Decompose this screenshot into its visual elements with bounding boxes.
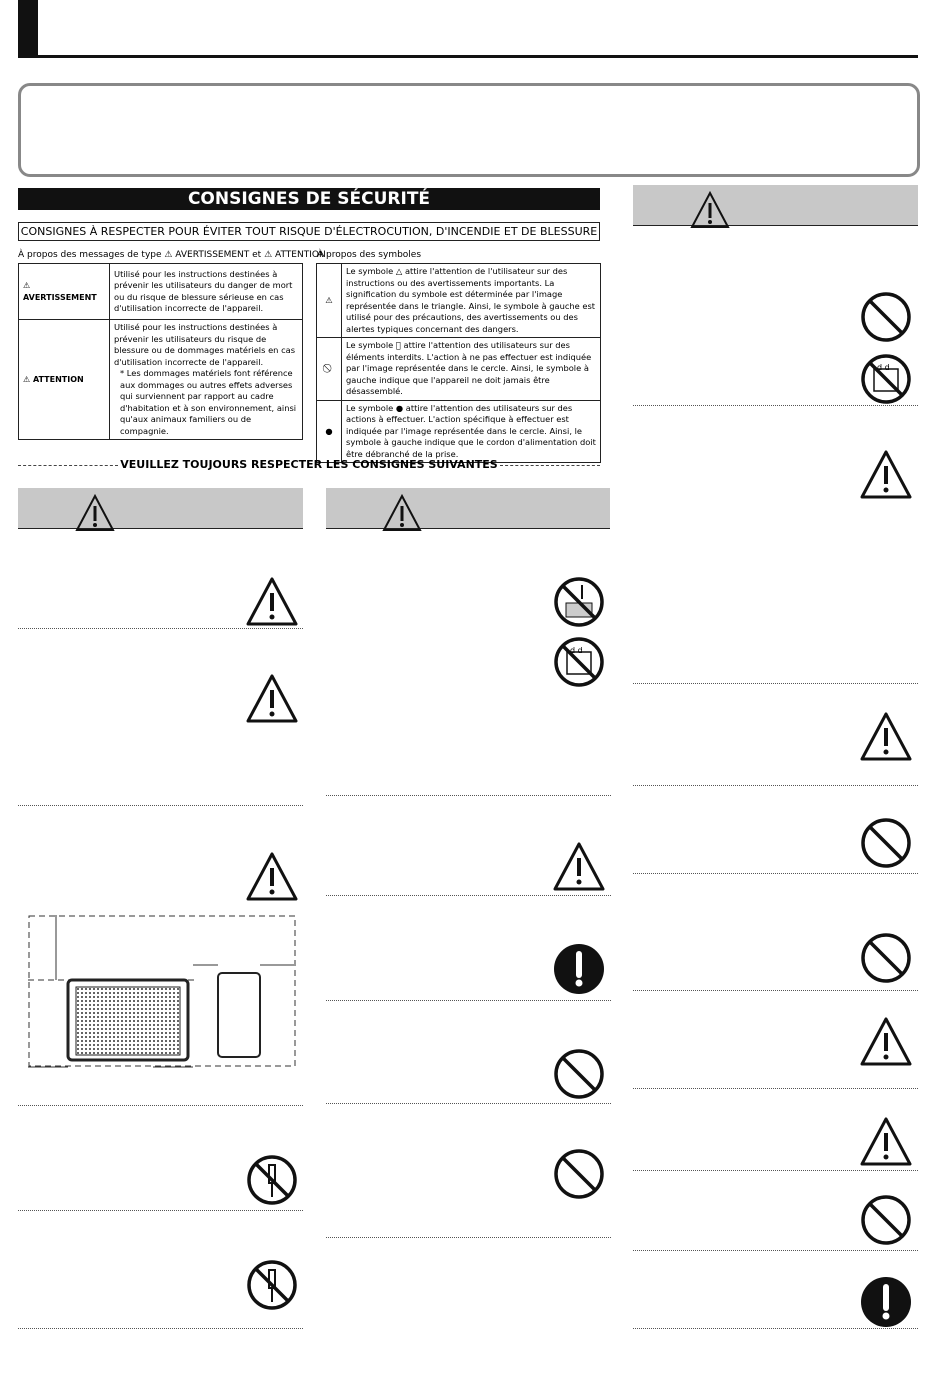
prohibited-icon bbox=[859, 1193, 913, 1247]
warning-column-header bbox=[18, 488, 303, 529]
item-divider bbox=[18, 1328, 303, 1329]
warning-triangle-icon bbox=[683, 183, 737, 237]
warning-triangle-icon bbox=[375, 486, 429, 540]
no-water-icon bbox=[552, 575, 606, 629]
symbol-text: Le symbole ● attire l'attention des utilisateurs sur des actions à effectuer. L'action spécifique à effectuer est indiquée par l'image représentée dans le cercle. Ainsi, le symbole à gauche indique que le cordon d'alimentation doit être débranché de la prise. bbox=[342, 400, 601, 463]
prohibited-icon bbox=[552, 1047, 606, 1101]
warning-triangle-icon bbox=[68, 486, 122, 540]
warning-column-header bbox=[633, 185, 918, 226]
symbols-table bbox=[316, 263, 601, 463]
prohibited-icon bbox=[859, 931, 913, 985]
no-wet-hands-icon bbox=[859, 352, 913, 406]
label-avertissement: ⚠ AVERTISSEMENT bbox=[19, 264, 110, 320]
warning-triangle-icon bbox=[245, 850, 299, 904]
item-divider bbox=[326, 1000, 611, 1001]
warning-triangle-icon bbox=[859, 448, 913, 502]
item-divider bbox=[326, 1237, 611, 1238]
amplifier-clearance-diagram bbox=[28, 915, 298, 1075]
item-divider bbox=[633, 1250, 918, 1251]
item-divider bbox=[326, 895, 611, 896]
item-divider bbox=[18, 628, 303, 629]
header-rule bbox=[18, 55, 918, 58]
item-divider bbox=[633, 405, 918, 406]
warning-triangle-icon: ⚠ bbox=[317, 264, 342, 338]
svg-text:d d: d d bbox=[570, 646, 583, 655]
section-subtitle: CONSIGNES À RESPECTER POUR ÉVITER TOUT RISQUE D'ÉLECTROCUTION, D'INCENDIE ET DE BLESSURE bbox=[18, 222, 600, 241]
mandatory-action-icon bbox=[552, 942, 606, 996]
no-wet-hands-icon bbox=[552, 635, 606, 689]
warning-triangle-icon bbox=[859, 1015, 913, 1069]
prohibited-icon bbox=[859, 290, 913, 344]
rounded-frame bbox=[18, 83, 920, 177]
label-attention: ⚠ ATTENTION bbox=[19, 320, 110, 440]
section-title: CONSIGNES DE SÉCURITÉ bbox=[18, 188, 600, 210]
warning-triangle-icon bbox=[245, 575, 299, 629]
no-disassemble-icon bbox=[245, 1153, 299, 1207]
no-disassemble-icon bbox=[317, 338, 342, 401]
always-follow-heading bbox=[18, 458, 600, 472]
warning-triangle-icon bbox=[245, 672, 299, 726]
no-disassemble-icon bbox=[245, 1258, 299, 1312]
item-divider bbox=[633, 990, 918, 991]
item-divider bbox=[633, 683, 918, 684]
item-divider bbox=[633, 873, 918, 874]
prohibited-icon bbox=[859, 816, 913, 870]
messages-table bbox=[18, 263, 303, 440]
symbols-caption: À propos des symboles bbox=[317, 250, 422, 260]
item-divider bbox=[633, 1088, 918, 1089]
item-divider bbox=[633, 1328, 918, 1329]
unplug-icon: ● bbox=[317, 400, 342, 463]
prohibited-icon bbox=[552, 1147, 606, 1201]
symbol-text: Le symbole △ attire l'attention de l'utilisateur sur des instructions ou des avertissements importants. La signification du symbole est déterminée par l'image représentée dans le triangle. Ainsi, le symbole à gauche est utilisé pour des précautions, des avertissements ou des alertes typiques concernant des dangers. bbox=[342, 264, 601, 338]
item-divider bbox=[18, 805, 303, 806]
warning-triangle-icon bbox=[859, 710, 913, 764]
mandatory-action-icon bbox=[859, 1275, 913, 1329]
item-divider bbox=[326, 1103, 611, 1104]
warning-triangle-icon bbox=[859, 1115, 913, 1169]
svg-text:d d: d d bbox=[877, 363, 890, 372]
item-divider bbox=[326, 795, 611, 796]
messages-caption: À propos des messages de type ⚠ AVERTISSEMENT et ⚠ ATTENTION bbox=[18, 250, 326, 260]
item-divider bbox=[633, 785, 918, 786]
warning-column-header bbox=[326, 488, 610, 529]
warning-triangle-icon bbox=[552, 840, 606, 894]
text-attention: Utilisé pour les instructions destinées à prévenir les utilisateurs du risque de blessure ou de dommages matériels en cas d'utilisation incorrecte de l'appareil. bbox=[114, 322, 296, 367]
item-divider bbox=[633, 1170, 918, 1171]
item-divider bbox=[18, 1210, 303, 1211]
always-follow-text: VEUILLEZ TOUJOURS RESPECTER LES CONSIGNES SUIVANTES bbox=[120, 458, 498, 471]
header-block bbox=[18, 0, 38, 57]
symbol-text: Le symbole ⃠ attire l'attention des utilisateurs sur des éléments interdits. L'action à ne pas effectuer est indiquée par l'image représentée dans le cercle. Ainsi, le symbole à gauche indique que l'appareil ne doit jamais être désassemblé. bbox=[342, 338, 601, 401]
note-attention: * Les dommages matériels font référence aux dommages ou autres effets adverses qui surviennent par rapport au cadre d'habitation et à son environnement, ainsi qu'aux animaux familiers ou de compagnie. bbox=[120, 368, 297, 436]
text-avertissement: Utilisé pour les instructions destinées à prévenir les utilisateurs du danger de mort ou du risque de blessure sérieuse en cas d'utilisation incorrecte de l'appareil. bbox=[110, 264, 303, 320]
item-divider bbox=[18, 1105, 303, 1106]
